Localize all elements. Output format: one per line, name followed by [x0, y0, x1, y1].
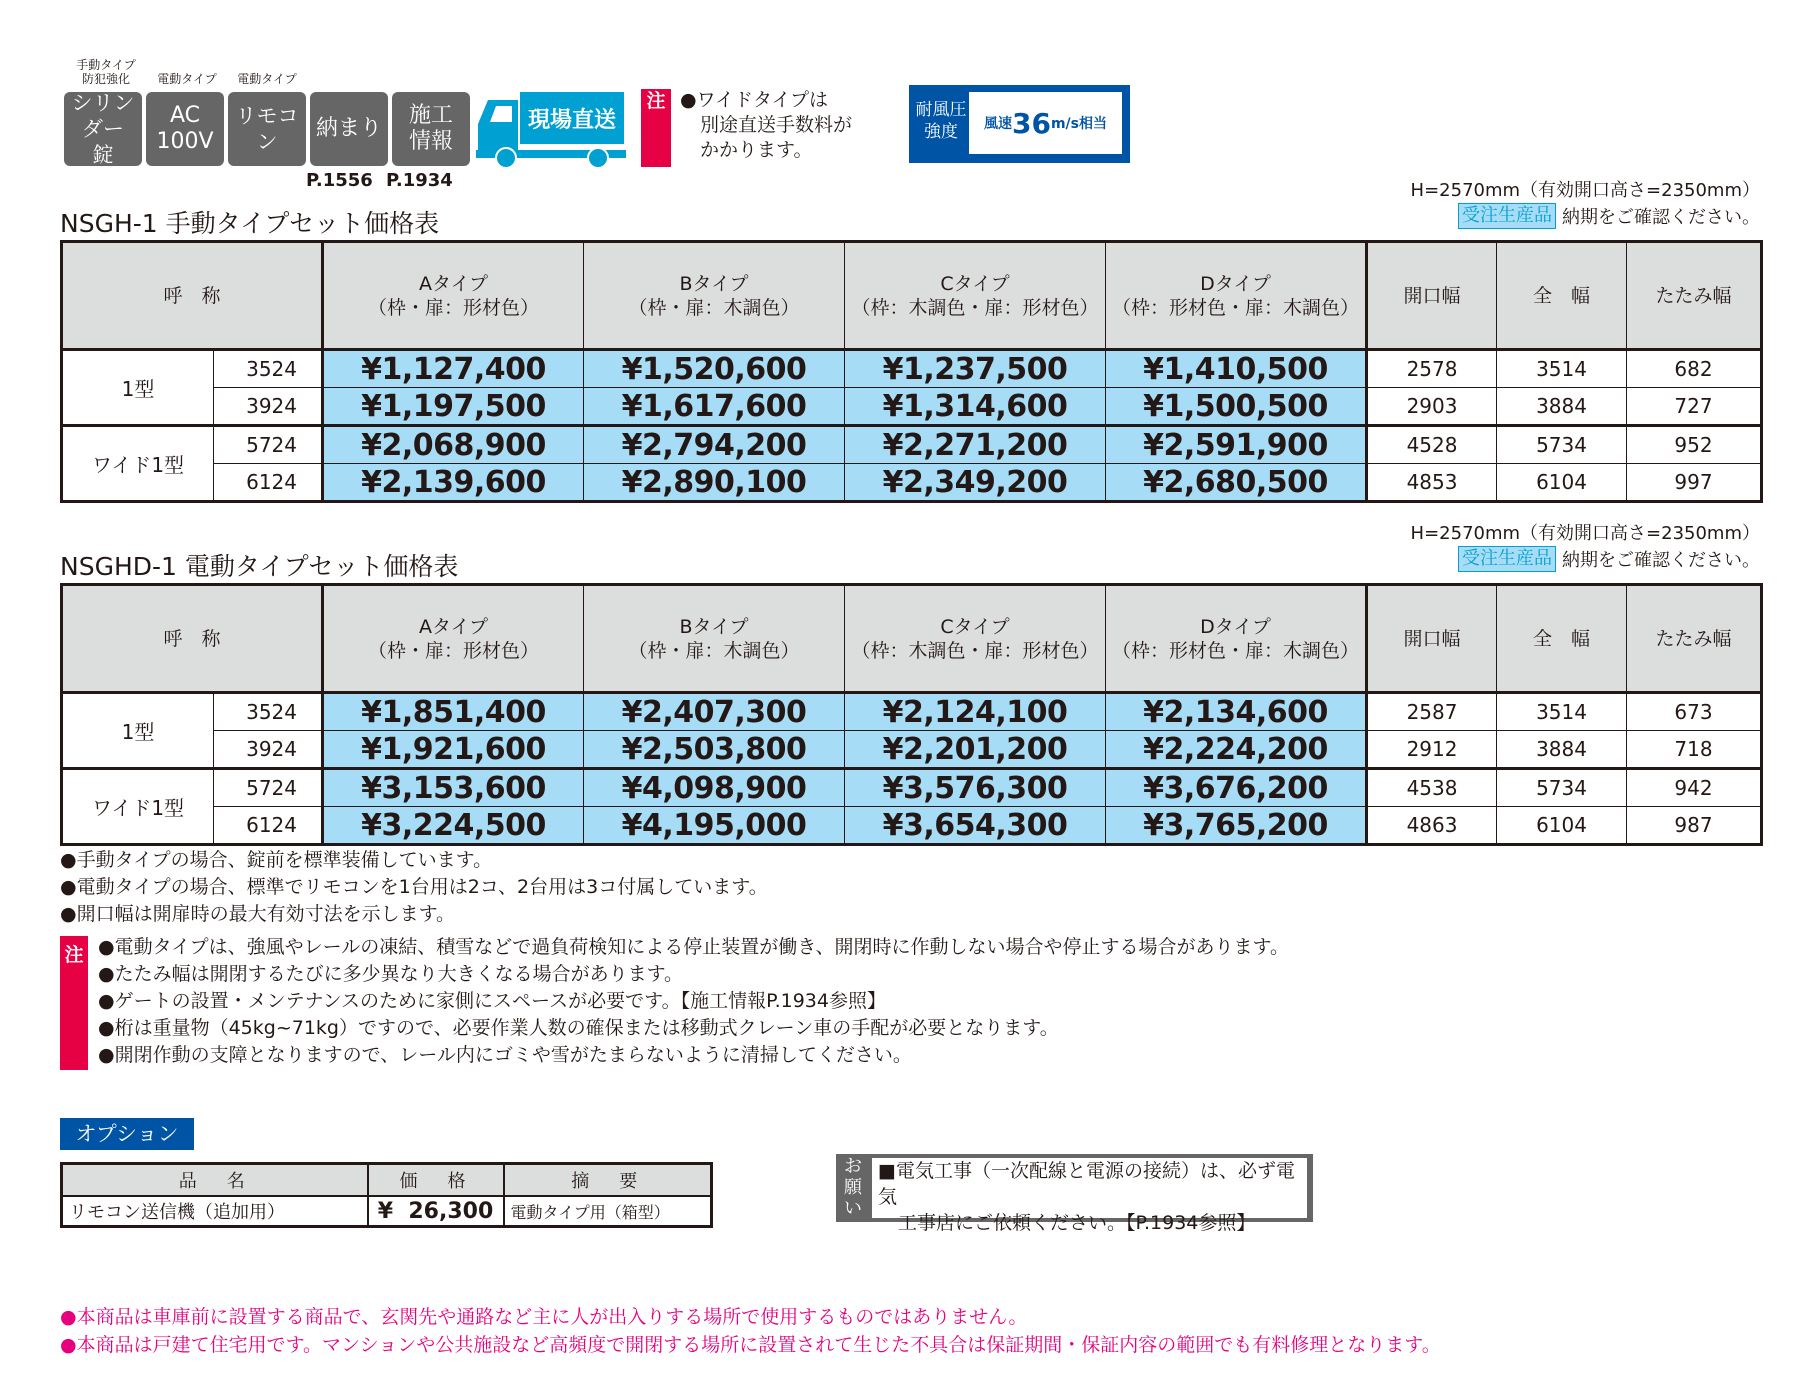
order-text: 納期をご確認ください。	[1562, 550, 1760, 571]
price-a: ¥1,921,600	[323, 731, 584, 769]
col-opening: 開口幅	[1367, 242, 1497, 350]
price-b: ¥1,617,600	[584, 388, 845, 426]
type-desc: （枠：木調色・扉：形材色）	[851, 296, 1099, 319]
note-lock: ●手動タイプの場合、錠前を標準装備しています。	[60, 849, 493, 871]
request-char: 願	[844, 1177, 862, 1198]
price-a: ¥1,197,500	[323, 388, 584, 426]
caution-item: ●開閉作動の支障となりますので、レール内にゴミや雪がたまらないように清掃してください。	[98, 1044, 912, 1066]
type-desc: （枠：形材色・扉：木調色）	[1112, 296, 1360, 319]
type-name: Cタイプ	[940, 615, 1010, 638]
table-header-row	[62, 242, 1762, 350]
size-code: 5724	[214, 769, 323, 807]
col-type-b	[584, 242, 845, 350]
col-type-c	[845, 242, 1106, 350]
wind-resistance-badge	[909, 85, 1130, 163]
col-price: 価 格	[368, 1164, 504, 1197]
fitting-icon	[310, 92, 388, 166]
wind-prefix: 風速	[983, 116, 1012, 132]
folded-width: 942	[1627, 769, 1762, 807]
col-total: 全 幅	[1497, 585, 1627, 693]
price-a: ¥3,224,500	[323, 807, 584, 845]
folded-width: 952	[1627, 426, 1762, 464]
price-d: ¥2,591,900	[1106, 426, 1367, 464]
type-desc: （枠：形材色・扉：木調色）	[1112, 639, 1360, 662]
price-d: ¥2,680,500	[1106, 464, 1367, 502]
request-tag	[836, 1156, 870, 1219]
type-name: Dタイプ	[1200, 615, 1271, 638]
caution-tag: 注	[64, 944, 84, 966]
price-b: ¥4,098,900	[584, 769, 845, 807]
request-line: ■電気工事（一次配線と電源の接続）は、必ず電気	[878, 1160, 1295, 1208]
option-table	[60, 1162, 713, 1228]
total-width: 5734	[1497, 769, 1627, 807]
group-label: 1型	[62, 350, 214, 426]
price-a: ¥1,127,400	[323, 350, 584, 388]
note-remote: ●電動タイプの場合、標準でリモコンを1台用は2コ、2台用は3コ付属しています。	[60, 876, 768, 898]
caption-manual-security	[66, 58, 146, 86]
wide-type-note	[680, 88, 852, 163]
option-heading: オプション	[60, 1118, 194, 1150]
request-box	[836, 1154, 1313, 1234]
opening-width: 4863	[1367, 807, 1497, 845]
option-row	[62, 1196, 712, 1227]
note-line: 別途直送手数料が	[700, 114, 853, 136]
icon-label: 納まり	[315, 116, 382, 141]
table-row	[62, 693, 1762, 731]
note-opening: ●開口幅は開扉時の最大有効寸法を示します。	[60, 903, 456, 925]
order-text: 納期をご確認ください。	[1562, 207, 1760, 228]
size-code: 6124	[214, 807, 323, 845]
table-row	[62, 807, 1762, 845]
price-b: ¥2,503,800	[584, 731, 845, 769]
price-d: ¥3,676,200	[1106, 769, 1367, 807]
height-info-1: H=2570mm（有効開口高さ=2350mm）	[1410, 180, 1760, 201]
caution-item: ●たたみ幅は開閉するたびに多少異なり大きくなる場合があります。	[98, 963, 684, 985]
col-remark: 摘 要	[504, 1164, 712, 1197]
wind-label-line: 強度	[924, 122, 958, 142]
folded-width: 997	[1627, 464, 1762, 502]
total-width: 3514	[1497, 693, 1627, 731]
price-b: ¥2,407,300	[584, 693, 845, 731]
construction-info-icon	[392, 92, 470, 166]
ac100v-icon	[146, 92, 224, 166]
size-code: 3524	[214, 693, 323, 731]
table-row	[62, 731, 1762, 769]
made-to-order-badge: 受注生産品	[1458, 203, 1556, 229]
note-tag: 注	[641, 89, 671, 167]
opening-width: 4538	[1367, 769, 1497, 807]
price-b: ¥4,195,000	[584, 807, 845, 845]
table-title-manual: NSGH-1 手動タイプセット価格表	[60, 209, 440, 238]
price-d: ¥2,134,600	[1106, 693, 1367, 731]
page-ref-construction[interactable]: P.1934	[386, 170, 453, 191]
price-table-electric	[60, 583, 1763, 846]
request-char: い	[844, 1198, 862, 1219]
icon-label: リモコン	[235, 104, 299, 154]
group-label: 1型	[62, 693, 214, 769]
icon-label: 100V	[156, 129, 214, 154]
table-row	[62, 388, 1762, 426]
wind-suffix: m/s相当	[1050, 116, 1107, 132]
order-note-1	[1458, 203, 1760, 229]
price-table-manual	[60, 240, 1763, 503]
table-title-electric: NSGHD-1 電動タイプセット価格表	[60, 552, 459, 581]
size-code: 3924	[214, 388, 323, 426]
folded-width: 673	[1627, 693, 1762, 731]
opening-width: 4528	[1367, 426, 1497, 464]
folded-width: 727	[1627, 388, 1762, 426]
price-a: ¥2,139,600	[323, 464, 584, 502]
height-info-2: H=2570mm（有効開口高さ=2350mm）	[1410, 523, 1760, 544]
type-name: Bタイプ	[679, 272, 749, 295]
caution-item: ●桁は重量物（45kg~71kg）ですので、必要作業人数の確保または移動式クレーン車の手配が必要となります。	[98, 1017, 1059, 1039]
total-width: 5734	[1497, 426, 1627, 464]
price-b: ¥2,794,200	[584, 426, 845, 464]
request-char: お	[844, 1156, 862, 1177]
remote-control-icon	[228, 92, 306, 166]
wind-speed-box	[969, 92, 1122, 154]
request-line: 工事店にご依頼ください。【P.1934参照】	[898, 1212, 1256, 1234]
cylinder-lock-icon	[64, 92, 142, 166]
folded-width: 987	[1627, 807, 1762, 845]
table-row	[62, 464, 1762, 502]
col-type-a	[323, 585, 584, 693]
price-d: ¥1,410,500	[1106, 350, 1367, 388]
price-d: ¥3,765,200	[1106, 807, 1367, 845]
footer-note-warranty: ●本商品は戸建て住宅用です。マンションや公共施設など高頻度で開閉する場所に設置されて生じた不具合は保証期間・保証内容の範囲でも有料修理となります。	[60, 1334, 1441, 1356]
price-c: ¥1,314,600	[845, 388, 1106, 426]
made-to-order-badge: 受注生産品	[1458, 546, 1556, 572]
note-line: ●ワイドタイプは	[680, 89, 829, 111]
type-name: Aタイプ	[418, 615, 489, 638]
icon-label: AC	[169, 103, 200, 128]
table-row	[62, 769, 1762, 807]
icon-label: 情報	[408, 129, 453, 154]
price-c: ¥2,124,100	[845, 693, 1106, 731]
price-c: ¥2,349,200	[845, 464, 1106, 502]
opening-width: 2912	[1367, 731, 1497, 769]
col-folded: たたみ幅	[1627, 242, 1762, 350]
type-name: Cタイプ	[940, 272, 1010, 295]
order-note-2	[1458, 546, 1760, 572]
opening-width: 4853	[1367, 464, 1497, 502]
wind-value: 36	[1011, 106, 1051, 140]
price-c: ¥3,576,300	[845, 769, 1106, 807]
total-width: 6104	[1497, 807, 1627, 845]
caption-line: 手動タイプ	[76, 58, 136, 72]
note-line: かかります。	[700, 139, 813, 161]
wind-label-line: 耐風圧	[915, 100, 967, 120]
opening-width: 2578	[1367, 350, 1497, 388]
type-desc: （枠・扉：木調色）	[628, 639, 800, 662]
type-name: Dタイプ	[1200, 272, 1271, 295]
option-header-row	[62, 1164, 712, 1197]
caption-electric-2: 電動タイプ	[237, 72, 297, 86]
size-code: 3924	[214, 731, 323, 769]
icon-label: シリンダー	[71, 91, 135, 141]
col-item-name: 品 名	[62, 1164, 368, 1197]
price-c: ¥3,654,300	[845, 807, 1106, 845]
price-b: ¥2,890,100	[584, 464, 845, 502]
col-folded: たたみ幅	[1627, 585, 1762, 693]
price-c: ¥2,271,200	[845, 426, 1106, 464]
col-name: 呼 称	[62, 585, 323, 693]
caption-line: 防犯強化	[81, 72, 130, 86]
price-value: 26,300	[408, 1198, 494, 1224]
col-total: 全 幅	[1497, 242, 1627, 350]
price-d: ¥1,500,500	[1106, 388, 1367, 426]
col-opening: 開口幅	[1367, 585, 1497, 693]
size-code: 3524	[214, 350, 323, 388]
icon-label: 施工	[408, 103, 453, 128]
table-row	[62, 426, 1762, 464]
price-c: ¥2,201,200	[845, 731, 1106, 769]
currency: ¥	[377, 1198, 394, 1224]
group-label: ワイド1型	[62, 426, 214, 502]
col-name: 呼 称	[62, 242, 323, 350]
footer-note-usage: ●本商品は車庫前に設置する商品で、玄関先や通路など主に人が出入りする場所で使用するものではありません。	[60, 1306, 1028, 1328]
group-label: ワイド1型	[62, 769, 214, 845]
type-desc: （枠・扉：形材色）	[368, 296, 540, 319]
price-c: ¥1,237,500	[845, 350, 1106, 388]
col-type-b	[584, 585, 845, 693]
col-type-c	[845, 585, 1106, 693]
type-desc: （枠・扉：木調色）	[628, 296, 800, 319]
col-type-d	[1106, 585, 1367, 693]
col-type-a	[323, 242, 584, 350]
option-remark: 電動タイプ用（箱型）	[504, 1196, 712, 1227]
type-desc: （枠：木調色・扉：形材色）	[851, 639, 1099, 662]
type-desc: （枠・扉：形材色）	[368, 639, 540, 662]
direct-delivery-label: 現場直送	[520, 92, 624, 144]
wind-label	[909, 99, 973, 143]
price-b: ¥1,520,600	[584, 350, 845, 388]
opening-width: 2903	[1367, 388, 1497, 426]
price-a: ¥1,851,400	[323, 693, 584, 731]
size-code: 5724	[214, 426, 323, 464]
total-width: 3514	[1497, 350, 1627, 388]
price-a: ¥2,068,900	[323, 426, 584, 464]
type-name: Aタイプ	[418, 272, 489, 295]
folded-width: 718	[1627, 731, 1762, 769]
option-price	[368, 1196, 504, 1227]
total-width: 3884	[1497, 731, 1627, 769]
price-d: ¥2,224,200	[1106, 731, 1367, 769]
caution-item: ●ゲートの設置・メンテナンスのために家側にスペースが必要です。【施工情報P.1934参照】	[98, 990, 886, 1012]
opening-width: 2587	[1367, 693, 1497, 731]
option-name: リモコン送信機（追加用）	[62, 1196, 368, 1227]
type-name: Bタイプ	[679, 615, 749, 638]
size-code: 6124	[214, 464, 323, 502]
folded-width: 682	[1627, 350, 1762, 388]
price-a: ¥3,153,600	[323, 769, 584, 807]
table-header-row	[62, 585, 1762, 693]
page-ref-fitting[interactable]: P.1556	[306, 170, 373, 191]
caption-electric-1: 電動タイプ	[157, 72, 217, 86]
caution-item: ●電動タイプは、強風やレールの凍結、積雪などで過負荷検知による停止装置が働き、開閉時に作動しない場合や停止する場合があります。	[98, 936, 1289, 958]
total-width: 3884	[1497, 388, 1627, 426]
icon-label: 錠	[92, 143, 114, 167]
total-width: 6104	[1497, 464, 1627, 502]
col-type-d	[1106, 242, 1367, 350]
request-text	[872, 1158, 1307, 1234]
table-row	[62, 350, 1762, 388]
